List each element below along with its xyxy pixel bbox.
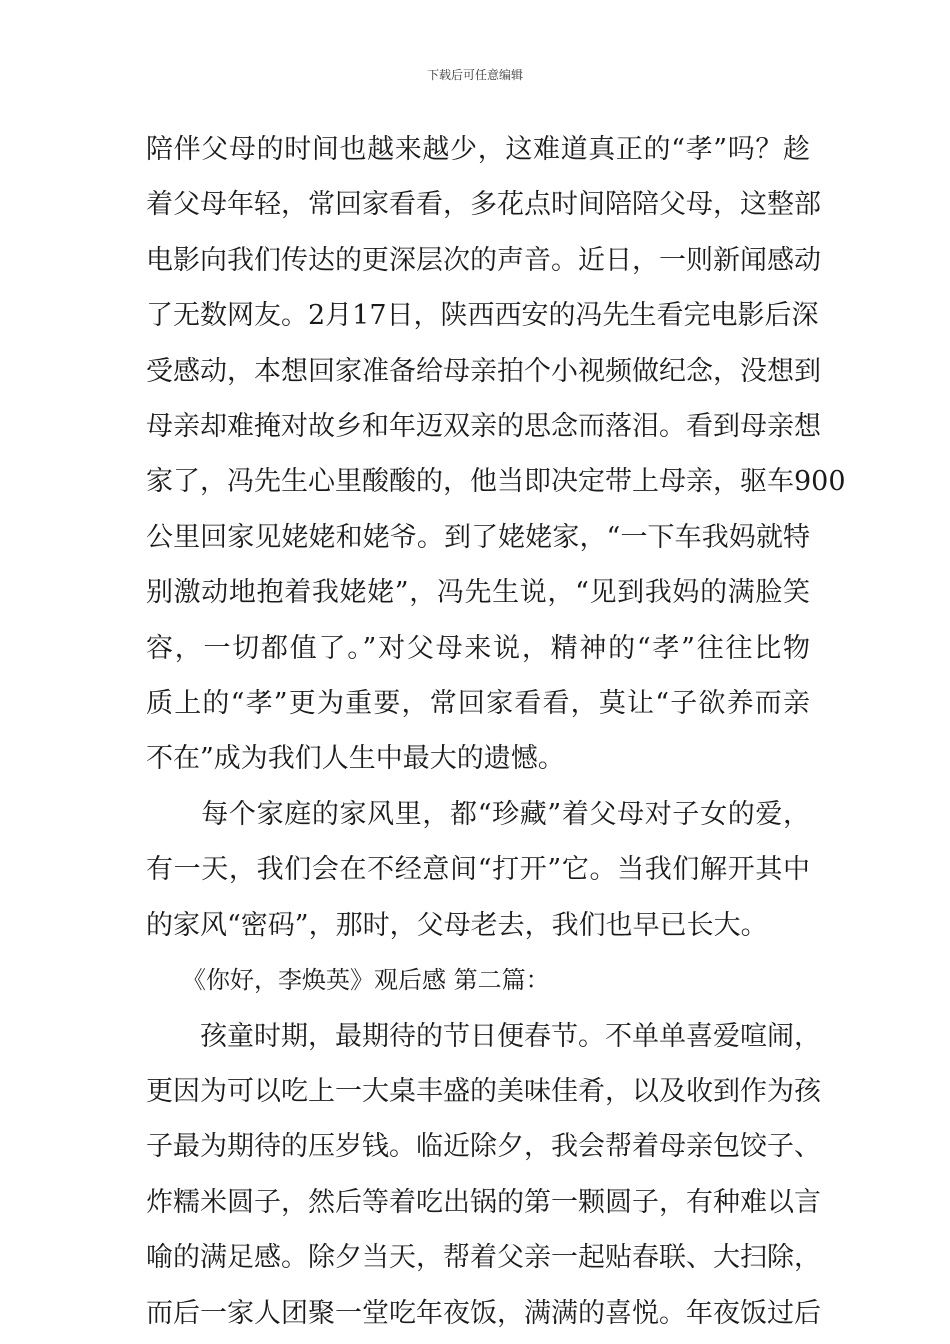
text-line: 喻的满足感。除夕当天，帮着父亲一起贴春联、大扫除， — [146, 1242, 821, 1274]
header-note: 下载后可任意编辑 — [426, 68, 523, 82]
section-heading: 《你好，李焕英》观后感 第二篇： — [146, 966, 550, 995]
text-line: 有一天，我们会在不经意间“打开”它。当我们解开其中 — [146, 854, 810, 886]
text-line: 电影向我们传达的更深层次的声音。近日，一则新闻感动 — [146, 244, 821, 276]
text-line: 子最为期待的压岁钱。临近除夕，我会帮着母亲包饺子、 — [146, 1131, 821, 1163]
text-line: 炸糯米圆子，然后等着吃出锅的第一颗圆子，有种难以言 — [146, 1186, 821, 1218]
text-line: 不在”成为我们人生中最大的遗憾。 — [146, 743, 565, 775]
document-body — [146, 122, 846, 1341]
text-line: 质上的“孝”更为重要，常回家看看，莫让“子欲养而亲 — [146, 688, 810, 720]
text-line: 公里回家见姥姥和姥爷。到了姥姥家，“一下车我妈就特 — [146, 521, 810, 553]
text-line: 陪伴父母的时间也越来越少，这难道真正的“孝”吗？趁 — [146, 134, 810, 165]
text-line: 受感动，本想回家准备给母亲拍个小视频做纪念，没想到 — [146, 355, 821, 387]
text-line: 每个家庭的家风里，都“珍藏”着父母对子女的爱， — [146, 798, 810, 830]
text-line: 家了，冯先生心里酸酸的，他当即决定带上母亲，驱车900 — [146, 466, 846, 498]
text-line: 了无数网友。2月17日，陕西西安的冯先生看完电影后深 — [146, 300, 819, 332]
text-line: 的家风“密码”，那时，父母老去，我们也早已长大。 — [146, 909, 768, 941]
text-line: 容，一切都值了。”对父母来说，精神的“孝”往往比物 — [146, 632, 810, 664]
text-line: 更因为可以吃上一大桌丰盛的美味佳肴，以及收到作为孩 — [146, 1075, 821, 1107]
text-line: 着父母年轻，常回家看看，多花点时间陪陪父母，这整部 — [146, 189, 821, 221]
text-line: 别激动地抱着我姥姥”，冯先生说，“见到我妈的满脸笑 — [146, 577, 810, 609]
text-line: 而后一家人团聚一堂吃年夜饭，满满的喜悦。年夜饭过后 — [146, 1297, 821, 1329]
text-line: 母亲却难掩对故乡和年迈双亲的思念而落泪。看到母亲想 — [146, 411, 821, 443]
text-line: 孩童时期，最期待的节日便春节。不单单喜爱喧闹， — [146, 1020, 821, 1052]
